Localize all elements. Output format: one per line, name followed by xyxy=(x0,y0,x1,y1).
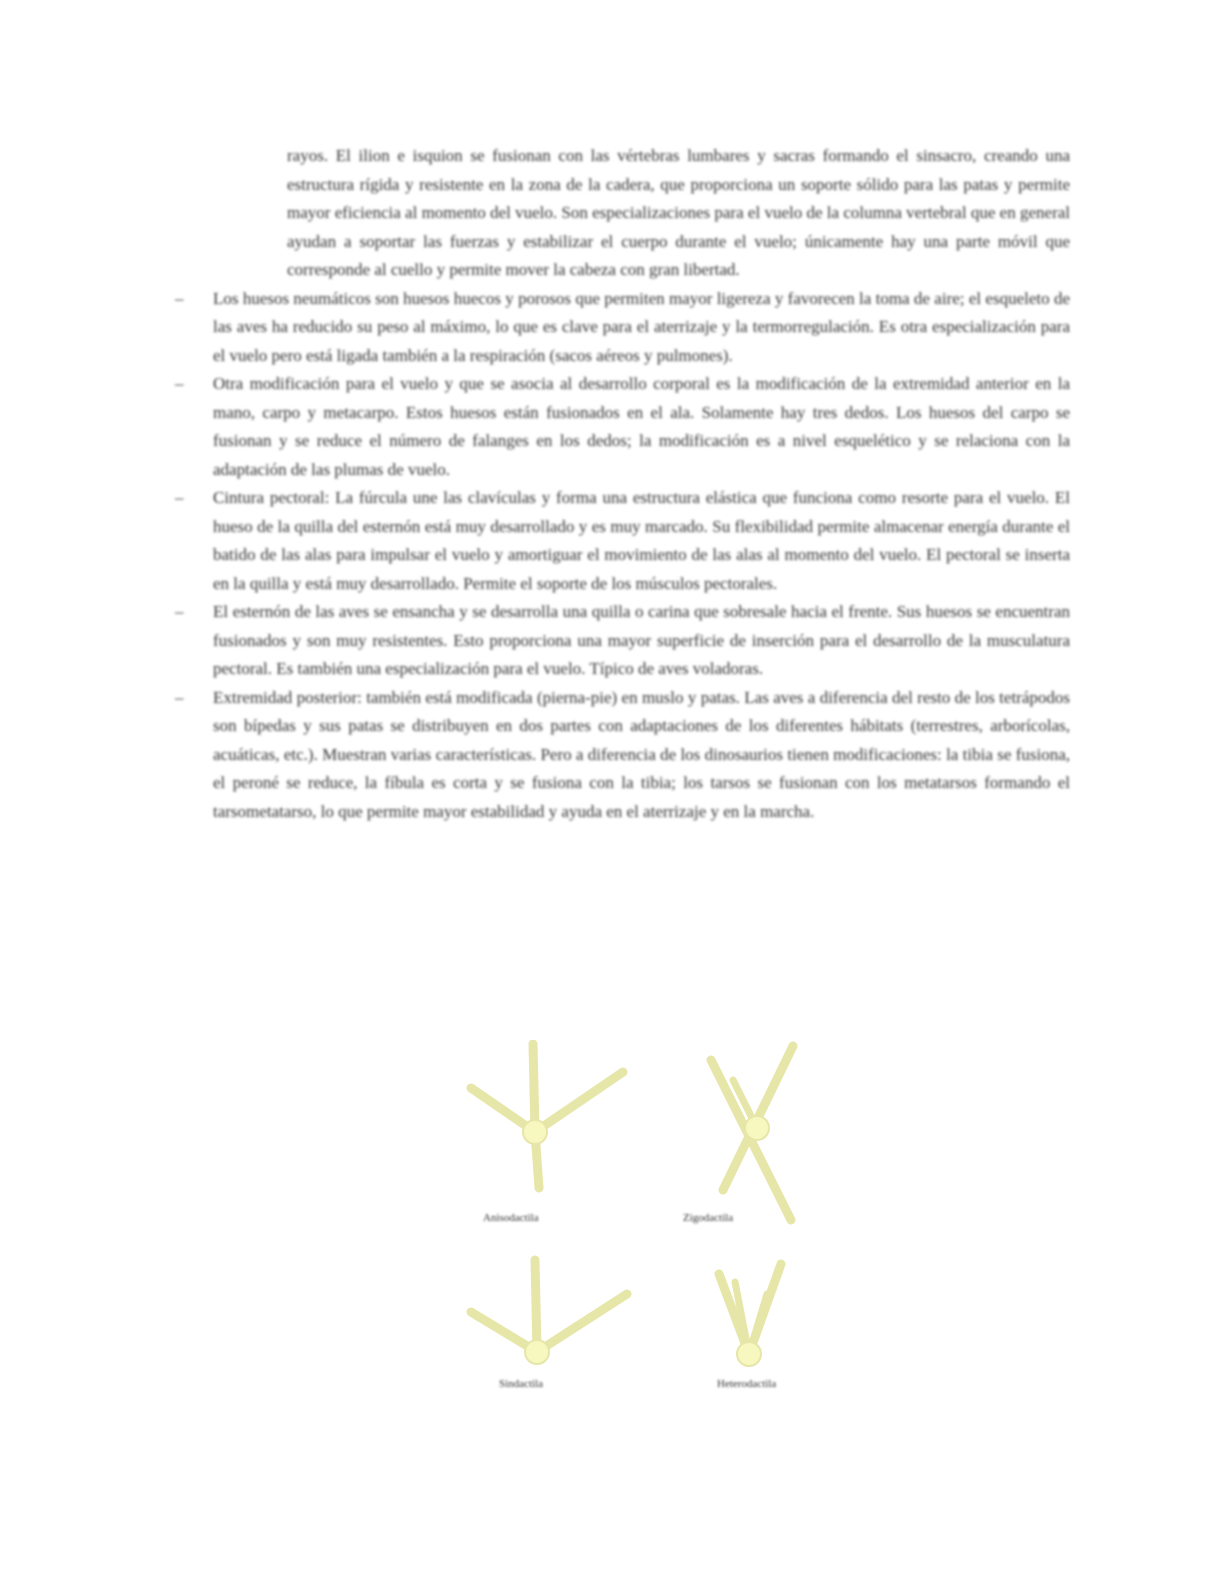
syndactyl-foot-diagram xyxy=(465,1254,635,1374)
bullet-dash: – xyxy=(175,602,184,621)
bullet-item xyxy=(175,484,1070,598)
zygodactyl-caption: Zigodactila xyxy=(683,1212,734,1224)
bullet-dash: – xyxy=(175,288,184,308)
paragraph-pneumatic-bones: Los huesos neumáticos son huesos huecos y porosos que permiten mayor ligereza y favorecen la toma de aire; el esqueleto de las aves ha reducido su peso al máximo, lo que es clave para el aterrizaje y la termorregulación. Es otra especialización para el vuelo pero está ligada también a la respiración (sacos aéreos y pulmones). xyxy=(213,288,1070,365)
bullet-item xyxy=(175,684,1070,827)
paragraph-sternum: El esternón de las aves se ensancha y se desarrolla una quilla o carina que sobresale hacia el frente. Sus huesos se encuentran fusionados y son muy resistentes. Esto proporciona una mayor superficie de inserción para el desarrollo de la musculatura pectoral. Es también una especialización para el vuelo. Típico de aves voladoras. xyxy=(213,602,1070,678)
bird-feet-figure xyxy=(455,1040,815,1400)
anisodactyl-caption: Anisodactila xyxy=(483,1212,539,1224)
paragraph-continuation: rayos. El ilion e isquion se fusionan con las vértebras lumbares y sacras formando el sinsacro, creando una estructura rígida y resistente en la zona de la cadera, que proporciona un soporte sólido para las patas y permite mayor eficiencia al momento del vuelo. Son especializaciones para el vuelo de la columna vertebral que en general ayudan a soportar las fuerzas y estabilizar el cuerpo durante el vuelo; únicamente hay una parte móvil que corresponde al cuello y permite mover la cabeza con gran libertad. xyxy=(287,146,1070,279)
bullet-dash: – xyxy=(175,374,184,393)
paragraph-pectoral-girdle: Cintura pectoral: La fúrcula une las clavículas y forma una estructura elástica que funciona como resorte para el vuelo. El hueso de la quilla del esternón está muy desarrollado y es muy marcado. Su flexibilidad permite almacenar energía durante el batido de las alas para impulsar el vuelo y amortiguar el movimiento de las alas al momento del vuelo. El pectoral se inserta en la quilla y está muy desarrollado. Permite el soporte de los músculos pectorales. xyxy=(213,488,1070,593)
bullet-dash: – xyxy=(175,488,184,507)
body-text xyxy=(175,142,1070,826)
bullet-dash: – xyxy=(175,687,184,707)
paragraph-hindlimb: Extremidad posterior: también está modificada (pierna-pie) en muslo y patas. Las aves a diferencia del resto de los tetrápodos son bípedas y sus patas se distribuyen en dos partes con adaptaciones de los diferentes hábitats (terrestres, arborícolas, acuáticas, etc.). Muestran varias características. Pero a diferencia de los dinosaurios tienen modificaciones: la tibia se fusiona, el peroné se reduce, la fíbula es corta y se fusiona con la tibia; los tarsos se fusionan con los metatarsos formando el tarsometatarso, lo que permite mayor estabilidad y ayuda en el aterrizaje y en la marcha. xyxy=(213,687,1070,821)
heterodactyl-foot-diagram xyxy=(711,1254,801,1374)
bullet-item xyxy=(175,285,1070,371)
bullet-item xyxy=(175,370,1070,484)
anisodactyl-foot-diagram xyxy=(463,1040,633,1200)
syndactyl-caption: Sindactila xyxy=(499,1378,543,1390)
heterodactyl-caption: Heterodactila xyxy=(717,1378,777,1390)
paragraph-forelimb: Otra modificación para el vuelo y que se asocia al desarrollo corporal es la modificación de la extremidad anterior en la mano, carpo y metacarpo. Estos huesos están fusionados en el ala. Solamente hay tres dedos. Los huesos del carpo se fusionan y se reduce el número de falanges en los dedos; la modificación es a nivel esquelético y se relaciona con la adaptación de las plumas de vuelo. xyxy=(213,374,1070,479)
bullet-item xyxy=(175,598,1070,684)
zygodactyl-foot-diagram xyxy=(703,1040,803,1240)
